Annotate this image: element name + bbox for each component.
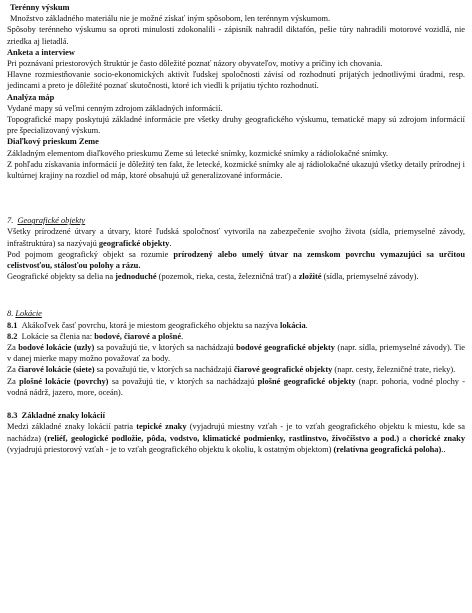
paragraph: Všetky prírodzené útvary a útvary, ktoré ľudská spoločnosť vytvorila na zabezpečenie svojho života (sídla, priemyselné závody, infraštruktúra) sa nazývajú geografické objekty. bbox=[7, 227, 465, 248]
paragraph: Vydané mapy sú veľmi cenným zdrojom základných informácií. bbox=[7, 103, 223, 113]
section-heading-7 bbox=[7, 215, 465, 226]
section-number: 7. bbox=[7, 216, 14, 226]
section-number: 8. bbox=[7, 309, 14, 319]
paragraph: Za čiarové lokácie (siete) sa považujú tie, v ktorých sa nachádzajú čiarové geografické objekty (napr. cesty, železničné trate, rieky). bbox=[7, 365, 456, 375]
paragraph: Z pohľadu získavania informácií je dôležitý ten fakt, že letecké, kozmické snímky ale aj rádiolokačné ukazujú všetky detaily prírodnej i kultúrnej krajiny na rozdiel od máp, ktoré obsahujú už generalizované informácie. bbox=[7, 159, 465, 181]
paragraph: Medzi základné znaky lokácií patria tepické znaky (vyjadrujú miestny vzťah - je to vzťah geografického objektu k miestu, kde sa nachádza) (reliéf, geologické podložie, pôda, vodstvo, klimatické podmienky, rastlinstvo, živočíšstvo a pod.) a chorické znaky (vyjadrujú priestorový vzťah - je to vzťah geografického objektu k okoliu, k ostatným objektom) (relatívna geografická poloha).. bbox=[7, 422, 466, 454]
heading-dialkovy-prieskum: Diaľkový prieskum Zeme bbox=[7, 137, 99, 147]
section-title: Geografické objekty bbox=[17, 216, 86, 226]
paragraph: Základným elementom diaľkového prieskumu Zeme sú letecké snímky, kozmické snímky a rádiolokačné snímky. bbox=[7, 148, 388, 158]
section-heading-8 bbox=[7, 308, 465, 319]
heading-anketa: Anketa a interview bbox=[7, 47, 75, 57]
section-title: Lokácie bbox=[15, 309, 42, 319]
paragraph: Pod pojmom geografický objekt sa rozumie prírodzený alebo umelý útvar na zemskom povrchu vymazujúci sa určitou celistvosťou, stálosťou polohy a rázu. bbox=[7, 249, 465, 271]
paragraph: Hlavne rozmiestňovanie socio-ekonomických aktivít ľudskej spoločnosti závisí od rozhodnutí prijatých jednotlivými úradmi, resp. jedincami a preto je dôležité poznať skutočnosti, ktoré ich viedli k prijatiu týchto rozhodnutí. bbox=[7, 70, 465, 91]
paragraph: Spôsoby terénneho výskumu sa oproti minulosti zdokonalili - zápisník nahradil diktafón, pešie túry nahradili motorové vozidlá, nie zriedka aj lietadlá. bbox=[7, 25, 465, 46]
heading-analyza-map: Analýza máp bbox=[7, 92, 55, 102]
paragraph: 8.1 Akákoľvek časť povrchu, ktorá je miestom geografického objektu sa nazýva lokácia. bbox=[7, 320, 308, 330]
paragraph: Za bodové lokácie (uzly) sa považujú tie, v ktorých sa nachádzajú bodové geografické objekty (napr. sídla, priemyselné závody). Tie v danej mierke mapy možno považovať za body. bbox=[7, 343, 465, 364]
paragraph: Za plošné lokácie (povrchy) sa považujú tie, v ktorých sa nachádzajú plošné geografické objekty (napr. pohoria, vodné plochy - vodná nádrž, jazero, more, oceán). bbox=[7, 376, 466, 397]
subheading-8-3: 8.3 Základné znaky lokácií bbox=[7, 411, 105, 421]
paragraph: Geografické objekty sa delia na jednoduché (pozemok, rieka, cesta, železničná trať) a zložité (sídla, priemyselné závody). bbox=[7, 272, 419, 282]
heading-terenny-vyskum: Terénny výskum bbox=[10, 3, 70, 12]
paragraph: Množstvo základného materiálu nie je možné získať iným spôsobom, len terénnym výskumom. bbox=[10, 14, 331, 24]
paragraph: 8.2 Lokácie sa členia na: bodové, čiarové a plošné. bbox=[7, 331, 184, 341]
paragraph: Pri poznávaní priestorových štruktúr je často dôležité poznať názory obyvateľov, motívy a príčiny ich chovania. bbox=[7, 59, 383, 69]
paragraph: Topografické mapy poskytujú základné informácie pre všetky druhy geografického výskumu, tematické mapy sú zdrojom informácií pre špecializovaný výskum. bbox=[7, 115, 465, 136]
